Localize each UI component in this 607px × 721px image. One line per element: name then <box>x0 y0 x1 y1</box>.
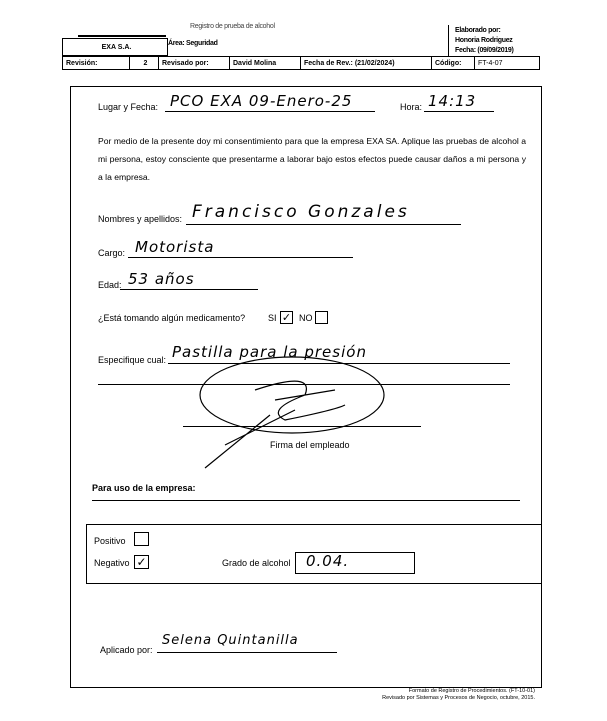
role-label: Cargo: <box>98 248 126 258</box>
underline <box>128 257 353 258</box>
footer-line1: Formato de Registro de Procedimientos. (FT-10-01) <box>408 688 535 694</box>
code-label: Código: <box>431 56 475 70</box>
alcohol-value: 0.04. <box>306 552 350 570</box>
yes-label: SI <box>268 313 277 323</box>
underline <box>165 111 375 112</box>
signature-label: Firma del empleado <box>270 440 350 450</box>
code: FT-4-07 <box>474 56 540 70</box>
divider <box>78 35 166 37</box>
divider <box>448 25 449 57</box>
medication-question: ¿Está tomando algún medicamento? <box>98 313 246 323</box>
underline <box>424 111 494 112</box>
underline <box>92 500 520 501</box>
negative-checkbox[interactable]: ✓ <box>134 555 149 569</box>
consent-text: Por medio de la presente doy mi consentimiento para que la empresa EXA SA. Aplique las pruebas de alcohol a mi persona, estoy consciente que presentarme a laborar bajo estos efectos puede causar daños a mi persona y a la empresa. <box>98 136 526 182</box>
age: 53 años <box>128 270 195 288</box>
revision-label: Revisión: <box>62 56 130 70</box>
reviewed-by-label: Revisado por: <box>158 56 230 70</box>
company-cell: EXA S.A. <box>62 38 168 56</box>
time: 14:13 <box>428 92 477 110</box>
negative-label: Negativo <box>94 558 130 568</box>
specify: Pastilla para la presión <box>172 343 367 361</box>
prepared-date: Fecha: (09/09/2019) <box>455 47 514 54</box>
underline <box>120 289 258 290</box>
rev-date: Fecha de Rev.: (21/02/2024) <box>300 56 432 70</box>
applied-by: Selena Quintanilla <box>162 633 299 648</box>
yes-checkbox[interactable]: ✓ <box>281 312 292 324</box>
alcohol-label: Grado de alcohol <box>222 558 291 568</box>
role: Motorista <box>135 238 215 256</box>
underline <box>157 652 337 653</box>
underline <box>186 224 461 225</box>
footer <box>300 688 535 702</box>
positive-checkbox[interactable] <box>134 532 149 546</box>
prepared-by-label: Elaborado por: <box>455 27 501 34</box>
name: Francisco Gonzales <box>192 202 410 222</box>
time-label: Hora: <box>400 102 423 112</box>
name-label: Nombres y apellidos: <box>98 214 183 224</box>
footer-line2: Revisado por Sistemas y Procesos de Negocio, octubre, 2015. <box>382 695 535 701</box>
signature <box>195 350 395 470</box>
specify-label: Especifique cual: <box>98 355 167 365</box>
applied-by-label: Aplicado por: <box>100 645 153 655</box>
area: Área: Seguridad <box>168 40 218 47</box>
no-checkbox[interactable] <box>315 311 328 324</box>
place-date: PCO EXA 09-Enero-25 <box>170 92 353 110</box>
revision: 2 <box>129 56 159 70</box>
positive-label: Positivo <box>94 536 126 546</box>
reviewed-by: David Molina <box>229 56 301 70</box>
no-label: NO <box>299 313 313 323</box>
header-subtitle: Registro de prueba de alcohol <box>190 23 275 30</box>
company-use-label: Para uso de la empresa: <box>92 483 196 493</box>
age-label: Edad: <box>98 280 122 290</box>
place-date-label: Lugar y Fecha: <box>98 102 159 112</box>
prepared-by: Honoria Rodriguez <box>455 37 513 44</box>
